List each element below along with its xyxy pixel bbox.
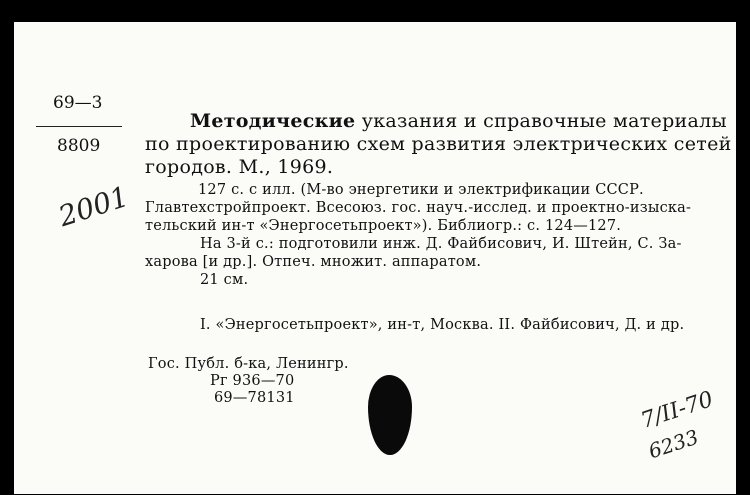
title-line-1-rest: указания и справочные материалы — [361, 110, 727, 132]
handwritten-note-left: 2001 — [54, 179, 133, 234]
note-line-2: харова [и др.]. Отпеч. множит. аппаратом. — [145, 254, 482, 270]
subject-entries: I. «Энергосетьпроект», ин-т, Москва. II. Файбисович, Д. и др. — [200, 317, 685, 333]
description-line-2: Главтехстройпроект. Всесоюз. гос. науч.-исслед. и проектно-изыска- — [145, 200, 692, 216]
size: 21 см. — [200, 272, 249, 288]
description-line-3: тельский ин-т «Энергосетьпроект»). Библиогр.: с. 124—127. — [145, 218, 622, 234]
library-line-2: Рг 936—70 — [210, 373, 295, 389]
title-bold-word: Методические — [190, 110, 356, 132]
scan-border-right — [736, 0, 750, 495]
description-line-1: 127 с. с илл. (М-во энергетики и электрификации СССР. — [198, 182, 644, 198]
library-line-1: Гос. Публ. б-ка, Ленингр. — [148, 356, 349, 372]
scan-border-top — [0, 0, 750, 22]
call-number-bottom: 8809 — [57, 136, 101, 156]
call-number-divider — [36, 126, 122, 127]
handwritten-number: 6233 — [645, 424, 702, 464]
handwritten-date: 7/ІІ-70 — [637, 387, 717, 434]
call-number-top: 69—3 — [53, 93, 103, 113]
library-line-3: 69—78131 — [214, 390, 295, 406]
note-line-1: На 3-й с.: подготовили инж. Д. Файбисович, И. Штейн, С. За- — [200, 236, 682, 252]
title-line-1 — [190, 110, 727, 132]
title-line-3: городов. М., 1969. — [145, 156, 334, 178]
title-line-2: по проектированию схем развития электрических сетей — [145, 133, 732, 155]
